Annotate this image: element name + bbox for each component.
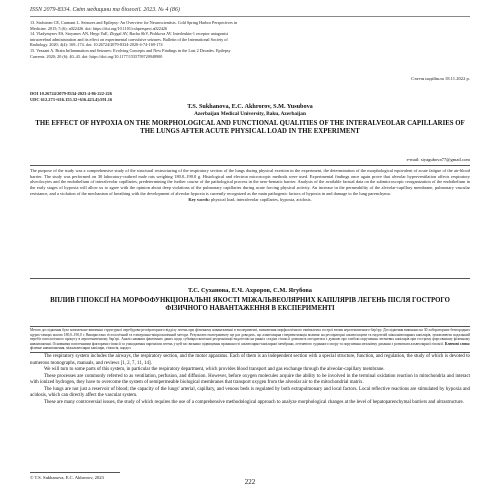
abstract-bottom-rule: [30, 278, 470, 279]
keywords-en: physical load, interalveolar capillaries, hypoxia, acidosis.: [211, 196, 312, 202]
udc: UDC 612.273+616.155.32+616.423.4]:591.16: [30, 96, 113, 102]
body-paragraph: These processes are commonly referred to as ventilation, perfusion, and diffusion. However, before oxygen molecules acquire the ability to be involved in the terminal oxidation reaction in mitochondria and interact with ionized hydrogen, they have to overcome the system of semipermeable biological membranes that transport oxygen from the alveolar air to the mitochondrial matrix.: [30, 373, 470, 385]
reference-line: Medicine. 2015; 5 (6): a022426. doi: https://doi.org/10.1101/cshperspect.a022426: [30, 25, 168, 31]
abstract-en: [30, 168, 470, 202]
copyright: © T.S. Sukhanova, E.C. Akhrorov, 2023: [30, 475, 104, 480]
received-date: Стаття надійшла 18.11.2022 р.: [411, 76, 470, 81]
authors-en: T.S. Sukhanova, E.C. Akhrorov, S.M. Yusubova: [187, 103, 313, 110]
body-paragraph: The respiratory system includes the airways, the respiratory section, and the motor apparatus. Each of them is an independent section with a special structure, function, and regulation, the study of which is devoted to numerous monographs, manuals, and reviews [1, 2, 7, 11, 14].: [30, 354, 470, 366]
abstract-en-text: The purpose of the study was a comprehensive study of the structural restructuring of the respiratory section of the lungs during physical exertion in the experiment, the determination of the morphological equivalent of acute fatigue of the air-blood barrier. The study was performed on 30 laboratory-outbred male rats weighing 180.0–190.0 g. Histological and electron microscopic methods were used. Experimental findings once again prove that alveolar hyperventilation affects respiratory alveolocytes and the endothelium of interalveolar capillaries, predetermining the further course of the pathological process in the aero-hematic barrier. Analysis of the available factual data on the submicroscopic reorganization of the endothelium in the early stages of hypoxia will allow us to agree with the opinion about deep violations of the pulmonary capillaries during acute forcing physical activity. An increase in the permeability of the alveolar-capillary membrane, pulmonary vascular resistance, and a violation of the mechanism of breathing with the development of alveolar hypoxia is currently recognized as the main pathogenic factors of hypoxia in and damage to the lung parenchyma.: [30, 168, 470, 196]
reference-line: 15. Vezzani A. Brain Inflammation and Seizures: Evolving Concepts and New Findings in the Last 2 Decades. Epilepsy: [30, 47, 231, 53]
abstract-ua-top-rule: [30, 326, 470, 327]
title-en: THE EFFECT OF HYPOXIA ON THE MORPHOLOGICAL AND FUNCTIONAL QUALITIES OF THE INTERALVEOLAR CAPILLARIES OF THE LUNGS AFTER ACUTE PHYSICAL LOAD IN THE EXPERIMENT: [35, 120, 465, 135]
body-paragraph: The lungs are not just a reservoir of blood; the capacity of the lungs' arterial, capillary, and venous beds is regulated by both extrapulmonary and local factors. Local reflective reactions are stimulated by hypoxia and acidosis, which can directly affect the vascular system.: [30, 386, 470, 398]
journal-header: ISSN 2079-8334. Світ медицини та біології. 2023. № 4 (86): [30, 7, 180, 13]
keywords-ua: фізичне навантаження, міжальвеолярні капіляри, гіпоксія, ацидоз.: [30, 346, 132, 351]
reference-line: intracerebral administration and its effect on experimental convulsive seizures. Bulletin of the International Society of: [30, 36, 228, 42]
body-paragraph: These are many controversial issues, the study of which requires the use of a comprehensive methodological approach to analyze morphological changes at the level of hepatoparenchymal barriers and ultrastructure.: [44, 399, 464, 405]
abstract-top-rule: [30, 165, 470, 166]
header-rule: [30, 16, 470, 17]
keywords-ua-label: Ключові слова:: [444, 341, 470, 346]
abstract-ua-bottom-rule: [30, 352, 470, 353]
reference-line: Radiology. 2020; 4(4): 169–174. doi: 10.26724/2079-8334-2020-4-74-169-174: [30, 42, 163, 48]
author-email[interactable]: e-mail: siyagubova77@gmail.com: [406, 157, 470, 162]
abstract-ua-text: Метою дослідження було комплексне вивчення структурної перебудови респіраторного відділу легень при фізичному навантаженні в експерименті, визначення морфологічного еквівалента гострої втоми аерогематичного бар'єру. Дослідження виконано на 30 лабораторних безпородних щурах-самцях масою 180,0–190,0 г. Використано гістологічний та електронно-мікроскопічний методи. Результати експерименту ще раз доводять, що альвеолярна гіпервентиляція впливає на респіраторні альвеолоцити та ендотелій міжальвеолярних капілярів, зумовлюючи подальший перебіг патологічного процесу в аерогематичному бар'єрі. Аналіз наявних фактичних даних щодо субмікроскопічної реорганізації ендотелію на ранніх стадіях гіпоксії дозволить погодитися з думкою про глибокі порушення легеневих капілярів при гострому форсованому фізичному навантаженні. Основними патогенними факторами гіпоксії та ушкодження паренхіми легень у цей час визнано підвищення проникності альвеолярно-капілярної мембрани, легеневого судинного опору та порушення механізму дихання з розвитком альвеолярної гіпоксії.: [30, 328, 470, 346]
authors-ua: Т.С. Суханова, Е.Ч. Ахроров, С.М. Ягубова: [188, 287, 312, 294]
page-number: 222: [244, 478, 256, 486]
doi: DOI 10.26724/2079-8334-2023-4-86-222-226: [30, 91, 112, 96]
title-ua: ВПЛИВ ГІПОКСІЇ НА МОРФОФУНКЦІОНАЛЬНІ ЯКОСТІ МІЖАЛЬВЕОЛЯРНИХ КАПІЛЯРІВ ЛЕГЕНЬ ПІСЛЯ ГОСТРОГО ФІЗИЧНОГО НАВАНТАЖЕННЯ В ЕКСПЕРИМЕНТІ: [50, 297, 450, 312]
reference-line: 13. Stafstrom CE, Carmant L. Seizures and Epilepsy: An Overview for Neuroscientists. Cold Spring Harbor Perspectives in: [30, 20, 238, 25]
body-paragraph: We will turn to some parts of this system, in particular the respiratory department, which provides blood transport and gas exchange through the alveolar-capillary membrane.: [44, 367, 385, 372]
reference-list: [30, 20, 470, 59]
abstract-ua: [30, 328, 470, 351]
reference-line: 14. Vladymyrov ES, Stoyanov AN, Hnyp YuE, Zhygal AV, Bacha ShV, Pishkova AV. Interleukin-1 receptor antagonist: [30, 31, 229, 37]
affiliation: Azerbaijan Medical University, Baku, Azerbaijan: [194, 111, 306, 117]
footnote-rule: [30, 472, 120, 473]
reference-line: Currents. 2020; 20 (6): 40–43. doi: https://doi.org/10.1177/1535759720948900: [30, 53, 163, 59]
article-identifiers: [30, 91, 112, 102]
keywords-label: Key words:: [188, 196, 210, 202]
article-body: [30, 354, 470, 406]
